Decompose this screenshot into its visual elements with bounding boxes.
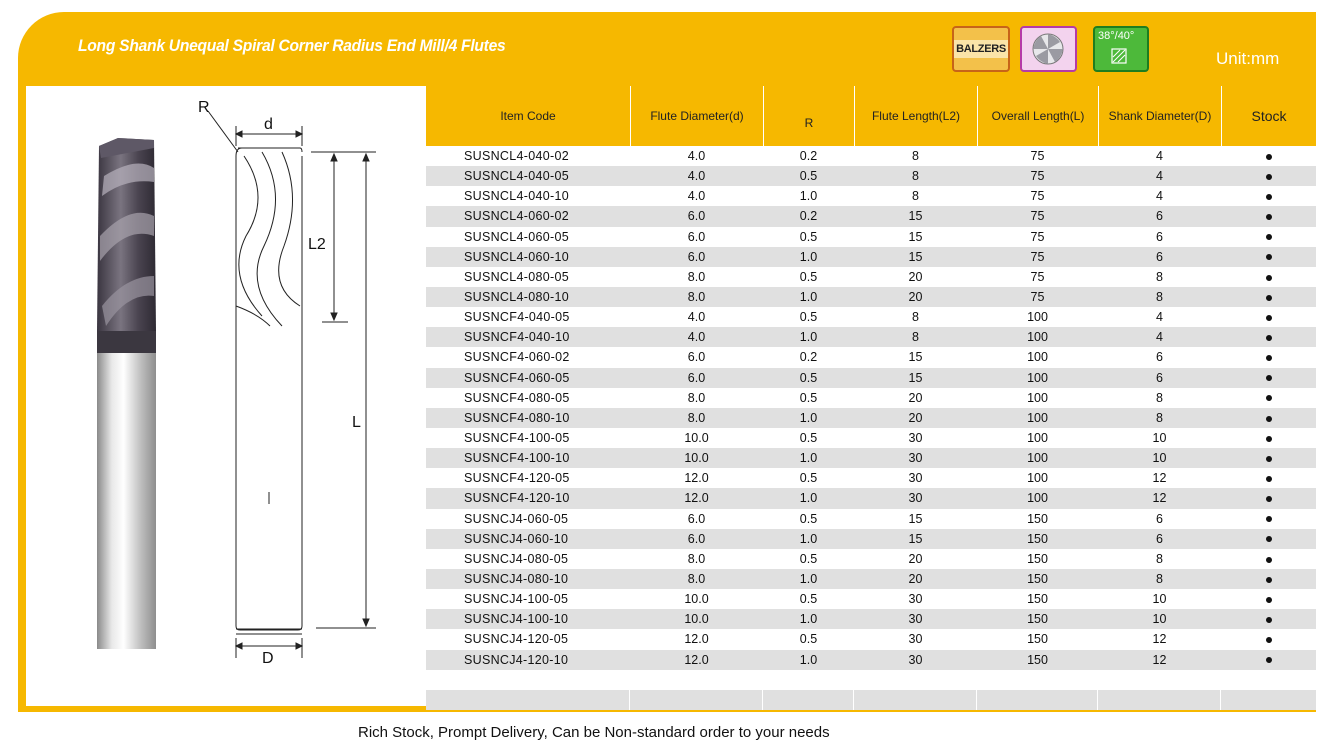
overall-length-label: L [352,414,361,431]
overall-length-cell: 100 [1027,310,1048,325]
page-title: Long Shank Unequal Spiral Corner Radius End Mill/4 Flutes [78,36,506,55]
overall-length-cell: 150 [1027,551,1048,566]
flute-diameter-cell: 8.0 [687,390,706,405]
stock-cell [1221,368,1316,388]
overall-length-cell: 75 [1030,229,1045,244]
shank-diameter-cell: 8 [1156,269,1163,284]
flute-length-cell: 30 [908,471,923,486]
flute-diameter-cell: 12.0 [684,632,709,647]
radius-cell: 0.5 [799,551,818,566]
item-code-cell: SUSNCJ4-120-05 [464,632,569,647]
in-stock-dot [1266,194,1272,200]
stock-cell [1221,307,1316,327]
flute-length-cell: 15 [908,209,923,224]
in-stock-dot [1266,275,1272,281]
shank-diameter-cell: 8 [1156,410,1163,425]
flute-length-cell: 8 [912,310,919,325]
stock-cell [1221,347,1316,367]
overall-length-cell: 150 [1027,531,1048,546]
overall-length-cell: 75 [1030,269,1045,284]
flute-diameter-cell: 6.0 [687,249,706,264]
in-stock-dot [1266,254,1272,260]
flute-diameter-cell: 8.0 [687,410,706,425]
overall-length-cell: 150 [1027,511,1048,526]
table-row [426,609,1316,629]
radius-cell: 0.2 [799,149,818,163]
flute-diameter-cell: 6.0 [687,370,706,385]
flute-diameter-label: d [264,116,273,133]
overall-length-cell: 100 [1027,491,1048,506]
stock-cell [1221,186,1316,206]
radius-cell: 0.5 [799,229,818,244]
in-stock-dot [1266,456,1272,462]
overall-length-cell: 75 [1030,209,1045,224]
flute-length-cell: 15 [908,370,923,385]
shank-diameter-cell: 4 [1156,330,1163,345]
in-stock-dot [1266,214,1272,220]
shank-diameter-cell: 12 [1152,471,1167,486]
radius-cell: 1.0 [799,571,818,586]
overall-length-cell: 150 [1027,571,1048,586]
table-row [426,368,1316,388]
stock-cell [1221,609,1316,629]
item-code-cell: SUSNCF4-100-05 [464,430,570,445]
item-code-cell: SUSNCF4-120-05 [464,471,570,486]
in-stock-dot [1266,416,1272,422]
stock-cell [1221,629,1316,649]
flute-length-cell: 8 [912,189,919,204]
radius-cell: 1.0 [799,289,818,304]
flute-length-cell: 20 [908,551,923,566]
flute-length-cell: 15 [908,229,923,244]
flute-diameter-cell: 8.0 [687,289,706,304]
radius-cell: 0.5 [799,310,818,325]
flute-diameter-cell: 12.0 [684,471,709,486]
shank-diameter-cell: 8 [1156,571,1163,586]
flute-diameter-cell: 10.0 [684,451,709,466]
overall-length-cell: 100 [1027,330,1048,345]
flute-diameter-cell: 4.0 [687,330,706,345]
table-row [426,448,1316,468]
overall-length-cell: 75 [1030,149,1045,163]
stock-cell [1221,287,1316,307]
in-stock-dot [1266,637,1272,643]
shank-diameter-label: D [262,650,274,667]
stock-cell [1221,650,1316,670]
table-row [426,227,1316,247]
table-row [426,146,1316,166]
flute-length-label: L2 [308,236,326,253]
item-code-cell: SUSNCF4-040-05 [464,310,570,325]
balzers-label: BALZERS [954,40,1008,58]
table-empty-row [426,690,1316,710]
table-row [426,347,1316,367]
product-table-body [426,146,1316,670]
in-stock-dot [1266,355,1272,361]
table-row [426,509,1316,529]
radius-cell: 1.0 [799,491,818,506]
shank-diameter-cell: 6 [1156,209,1163,224]
stock-cell [1221,206,1316,226]
item-code-cell: SUSNCF4-040-10 [464,330,570,345]
item-code-cell: SUSNCL4-060-02 [464,209,569,224]
flute-diameter-cell: 8.0 [687,551,706,566]
in-stock-dot [1266,375,1272,381]
table-row [426,267,1316,287]
item-code-cell: SUSNCL4-040-10 [464,189,569,204]
in-stock-dot [1266,617,1272,623]
table-row [426,589,1316,609]
flute-diameter-cell: 12.0 [684,491,709,506]
stock-cell [1221,247,1316,267]
item-code-cell: SUSNCJ4-060-05 [464,511,569,526]
overall-length-cell: 100 [1027,410,1048,425]
item-code-cell: SUSNCJ4-080-10 [464,571,569,586]
flute-length-cell: 20 [908,571,923,586]
helix-angle-badge [1093,26,1149,72]
table-row [426,468,1316,488]
overall-length-cell: 150 [1027,592,1048,607]
flute-length-cell: 30 [908,491,923,506]
radius-label: R [198,99,210,116]
table-row [426,529,1316,549]
table-row [426,327,1316,347]
item-code-cell: SUSNCL4-080-10 [464,289,569,304]
overall-length-cell: 100 [1027,430,1048,445]
tool-line-drawing [208,111,376,658]
radius-cell: 1.0 [799,531,818,546]
flute-length-cell: 30 [908,632,923,647]
stock-cell [1221,227,1316,247]
overall-length-cell: 100 [1027,350,1048,365]
item-code-cell: SUSNCF4-120-10 [464,491,570,506]
table-row [426,247,1316,267]
flute-diameter-cell: 4.0 [687,149,706,163]
stock-cell [1221,488,1316,508]
item-code-cell: SUSNCL4-040-05 [464,169,569,184]
overall-length-cell: 75 [1030,249,1045,264]
stock-cell [1221,388,1316,408]
radius-cell: 0.5 [799,390,818,405]
item-code-cell: SUSNCJ4-100-10 [464,612,569,627]
table-row [426,307,1316,327]
flute-length-cell: 8 [912,149,919,163]
in-stock-dot [1266,395,1272,401]
flute-diameter-cell: 4.0 [687,310,706,325]
flute-diameter-cell: 12.0 [684,652,709,667]
overall-length-cell: 100 [1027,471,1048,486]
in-stock-dot [1266,436,1272,442]
stock-cell [1221,327,1316,347]
table-row [426,388,1316,408]
item-code-cell: SUSNCJ4-120-10 [464,652,569,667]
table-row [426,650,1316,670]
end-mill-illustration [26,86,426,706]
overall-length-cell: 100 [1027,370,1048,385]
table-row [426,186,1316,206]
flute-diameter-cell: 10.0 [684,430,709,445]
radius-cell: 1.0 [799,189,818,204]
shank-diameter-cell: 6 [1156,229,1163,244]
in-stock-dot [1266,657,1272,663]
table-row [426,629,1316,649]
flute-length-cell: 15 [908,350,923,365]
radius-cell: 0.2 [799,209,818,224]
table-row [426,408,1316,428]
overall-length-cell: 100 [1027,451,1048,466]
flute-length-cell: 20 [908,269,923,284]
radius-cell: 0.5 [799,169,818,184]
shank-diameter-cell: 10 [1152,612,1167,627]
stock-cell [1221,166,1316,186]
flute-diameter-cell: 4.0 [687,169,706,184]
item-code-cell: SUSNCF4-080-10 [464,410,570,425]
in-stock-dot [1266,174,1272,180]
item-code-cell: SUSNCL4-040-02 [464,149,569,163]
flute-diameter-cell: 6.0 [687,350,706,365]
in-stock-dot [1266,536,1272,542]
overall-length-cell: 150 [1027,612,1048,627]
unit-label: Unit:mm [1216,49,1280,68]
flute-length-cell: 30 [908,612,923,627]
item-code-cell: SUSNCF4-100-10 [464,451,570,466]
flute-diameter-cell: 6.0 [687,511,706,526]
flute-length-cell: 15 [908,531,923,546]
shank-diameter-cell: 12 [1152,632,1167,647]
stock-cell [1221,428,1316,448]
balzers-coating-badge [952,26,1010,72]
radius-cell: 1.0 [799,612,818,627]
flute-length-cell: 20 [908,410,923,425]
shank-diameter-cell: 4 [1156,310,1163,325]
overall-length-cell: 75 [1030,289,1045,304]
in-stock-dot [1266,476,1272,482]
shank-diameter-cell: 6 [1156,531,1163,546]
overall-length-cell: 150 [1027,652,1048,667]
item-code-cell: SUSNCF4-080-05 [464,390,570,405]
item-code-cell: SUSNCJ4-080-05 [464,551,569,566]
radius-cell: 0.5 [799,511,818,526]
radius-cell: 1.0 [799,249,818,264]
stock-cell [1221,146,1316,166]
flute-length-cell: 30 [908,592,923,607]
shank-diameter-cell: 6 [1156,249,1163,264]
in-stock-dot [1266,496,1272,502]
flute-length-cell: 15 [908,511,923,526]
table-row [426,166,1316,186]
item-code-cell: SUSNCJ4-060-10 [464,531,569,546]
table-row [426,549,1316,569]
stock-cell [1221,549,1316,569]
radius-cell: 0.5 [799,471,818,486]
stock-cell [1221,509,1316,529]
column-header-shank-diameter: Shank Diameter(D) [1098,86,1221,146]
flute-length-cell: 20 [908,390,923,405]
footer-note: Rich Stock, Prompt Delivery, Can be Non-standard order to your needs [358,724,830,741]
column-header-stock: Stock [1221,86,1316,146]
flute-length-cell: 8 [912,169,919,184]
shank-diameter-cell: 4 [1156,169,1163,184]
flute-diameter-cell: 10.0 [684,592,709,607]
item-code-cell: SUSNCL4-060-05 [464,229,569,244]
stock-cell [1221,267,1316,287]
shank-diameter-cell: 4 [1156,189,1163,204]
table-row [426,428,1316,448]
flute-diameter-cell: 8.0 [687,269,706,284]
shank-diameter-cell: 4 [1156,149,1163,163]
stock-cell [1221,569,1316,589]
radius-cell: 0.5 [799,430,818,445]
shank-diameter-cell: 10 [1152,592,1167,607]
in-stock-dot [1266,597,1272,603]
flute-diameter-cell: 4.0 [687,189,706,204]
shank-diameter-cell: 8 [1156,551,1163,566]
flute-diameter-cell: 6.0 [687,531,706,546]
flute-length-cell: 30 [908,652,923,667]
table-row [426,206,1316,226]
flute-diameter-cell: 6.0 [687,209,706,224]
flute-diameter-cell: 10.0 [684,612,709,627]
radius-cell: 1.0 [799,410,818,425]
column-header-flute-length: Flute Length(L2) [854,86,977,146]
table-row [426,287,1316,307]
column-header-flute-diameter: Flute Diameter(d) [630,86,763,146]
shank-diameter-cell: 8 [1156,390,1163,405]
stock-cell [1221,589,1316,609]
overall-length-cell: 75 [1030,189,1045,204]
stock-cell [1221,529,1316,549]
radius-cell: 0.5 [799,370,818,385]
in-stock-dot [1266,315,1272,321]
radius-cell: 0.2 [799,350,818,365]
four-flute-cross-section-icon [1020,26,1077,72]
in-stock-dot [1266,516,1272,522]
flute-length-cell: 20 [908,289,923,304]
flute-diameter-cell: 8.0 [687,571,706,586]
radius-cell: 1.0 [799,652,818,667]
flute-length-cell: 8 [912,330,919,345]
stock-cell [1221,408,1316,428]
shank-diameter-cell: 8 [1156,289,1163,304]
item-code-cell: SUSNCF4-060-02 [464,350,570,365]
radius-cell: 1.0 [799,330,818,345]
radius-cell: 0.5 [799,592,818,607]
item-code-cell: SUSNCF4-060-05 [464,370,570,385]
shank-diameter-cell: 10 [1152,430,1167,445]
overall-length-cell: 75 [1030,169,1045,184]
flute-length-cell: 30 [908,451,923,466]
in-stock-dot [1266,577,1272,583]
flute-diameter-cell: 6.0 [687,229,706,244]
shank-diameter-cell: 6 [1156,511,1163,526]
item-code-cell: SUSNCJ4-100-05 [464,592,569,607]
shank-diameter-cell: 12 [1152,491,1167,506]
shank-diameter-cell: 10 [1152,451,1167,466]
in-stock-dot [1266,154,1272,160]
shank-diameter-cell: 6 [1156,350,1163,365]
in-stock-dot [1266,557,1272,563]
in-stock-dot [1266,335,1272,341]
radius-cell: 0.5 [799,632,818,647]
column-header-overall-length: Overall Length(L) [977,86,1098,146]
flute-length-cell: 30 [908,430,923,445]
flute-length-cell: 15 [908,249,923,264]
in-stock-dot [1266,295,1272,301]
overall-length-cell: 150 [1027,632,1048,647]
shank-diameter-cell: 12 [1152,652,1167,667]
helix-angle-label: 38°/40° [1098,30,1135,42]
stock-cell [1221,468,1316,488]
helix-icon [1111,48,1127,64]
shank-diameter-cell: 6 [1156,370,1163,385]
in-stock-dot [1266,234,1272,240]
table-row [426,488,1316,508]
item-code-cell: SUSNCL4-060-10 [464,249,569,264]
overall-length-cell: 100 [1027,390,1048,405]
table-row [426,569,1316,589]
stock-cell [1221,448,1316,468]
tool-photo [97,138,156,649]
column-header-item-code: Item Code [500,109,556,123]
radius-cell: 1.0 [799,451,818,466]
column-header-radius: R [763,86,854,146]
radius-cell: 0.5 [799,269,818,284]
item-code-cell: SUSNCL4-080-05 [464,269,569,284]
